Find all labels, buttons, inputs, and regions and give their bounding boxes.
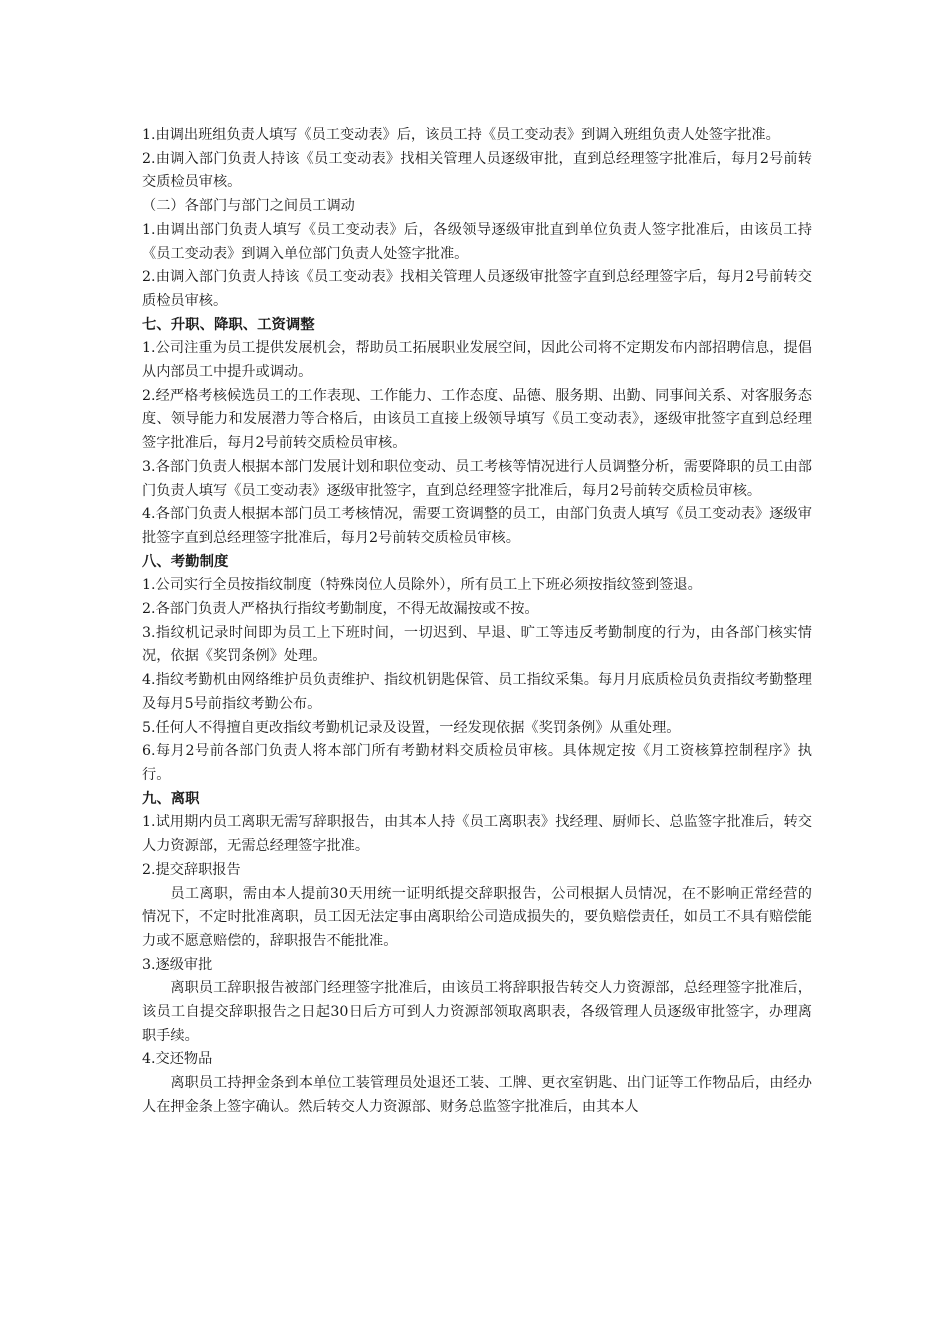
paragraph: 员工离职，需由本人提前30天用统一证明纸提交辞职报告，公司根据人员情况，在不影响正常经营的情况下，不定时批准离职，员工因无法定事由离职给公司造成损失的，要负赔偿责任，如员工不具有赔偿能力或不愿意赔偿的，辞职报告不能批准。 bbox=[142, 885, 812, 949]
paragraph: 1.试用期内员工离职无需写辞职报告，由其本人持《员工离职表》找经理、厨师长、总监签字批准后，转交人力资源部，无需总经理签字批准。 bbox=[142, 814, 812, 855]
document-body bbox=[142, 124, 812, 1120]
paragraph: 1.由调出部门负责人填写《员工变动表》后，各级领导逐级审批直到单位负责人签字批准后，由该员工持《员工变动表》到调入单位部门负责人处签字批准。 bbox=[142, 221, 812, 262]
paragraph: 2.经严格考核候选员工的工作表现、工作能力、工作态度、品德、服务期、出勤、同事间关系、对客服务态度、领导能力和发展潜力等合格后，由该员工直接上级领导填写《员工变动表》，逐级审批签字直到总经理签字批准后，每月2号前转交质检员审核。 bbox=[142, 387, 812, 452]
paragraph: 离职员工辞职报告被部门经理签字批准后，由该员工将辞职报告转交人力资源部，总经理签字批准后，该员工自提交辞职报告之日起30日后方可到人力资源部领取离职表，各级管理人员逐级审批签字，办理离职手续。 bbox=[142, 980, 812, 1044]
sub-heading: （二）各部门与部门之间员工调动 bbox=[142, 198, 355, 215]
paragraph: 2.由调入部门负责人持该《员工变动表》找相关管理人员逐级审批签字直到总经理签字后，每月2号前转交质检员审核。 bbox=[142, 269, 812, 309]
paragraph: 2.各部门负责人严格执行指纹考勤制度，不得无故漏按或不按。 bbox=[142, 601, 539, 618]
paragraph: 2.由调入部门负责人持该《员工变动表》找相关管理人员逐级审批，直到总经理签字批准后，每月2号前转交质检员审核。 bbox=[142, 150, 812, 191]
section-heading: 八、考勤制度 bbox=[142, 553, 229, 570]
sub-heading: 2.提交辞职报告 bbox=[142, 861, 241, 878]
paragraph: 1.公司注重为员工提供发展机会，帮助员工拓展职业发展空间，因此公司将不定期发布内部招聘信息，提倡从内部员工中提升或调动。 bbox=[142, 340, 812, 381]
paragraph: 6.每月2号前各部门负责人将本部门所有考勤材料交质检员审核。具体规定按《月工资核算控制程序》执行。 bbox=[142, 743, 812, 783]
sub-heading: 4.交还物品 bbox=[142, 1051, 213, 1068]
paragraph: 3.指纹机记录时间即为员工上下班时间，一切迟到、早退、旷工等违反考勤制度的行为，由各部门核实情况，依据《奖罚条例》处理。 bbox=[142, 624, 812, 665]
paragraph: 3.各部门负责人根据本部门发展计划和职位变动、员工考核等情况进行人员调整分析，需要降职的员工由部门负责人填写《员工变动表》逐级审批签字，直到总经理签字批准后，每月2号前转交质检员审核。 bbox=[142, 458, 812, 499]
paragraph: 离职员工持押金条到本单位工装管理员处退还工装、工牌、更衣室钥匙、出门证等工作物品后，由经办人在押金条上签字确认。然后转交人力资源部、财务总监签字批准后，由其本人 bbox=[142, 1075, 812, 1115]
section-heading: 七、升职、降职、工资调整 bbox=[142, 316, 315, 333]
sub-heading: 3.逐级审批 bbox=[142, 956, 213, 973]
paragraph: 5.任何人不得擅自更改指纹考勤机记录及设置，一经发现依据《奖罚条例》从重处理。 bbox=[142, 719, 681, 736]
paragraph: 4.各部门负责人根据本部门员工考核情况，需要工资调整的员工，由部门负责人填写《员工变动表》逐级审批签字直到总经理签字批准后，每月2号前转交质检员审核。 bbox=[142, 506, 812, 546]
paragraph: 1.由调出班组负责人填写《员工变动表》后，该员工持《员工变动表》到调入班组负责人处签字批准。 bbox=[142, 127, 780, 143]
section-heading: 九、离职 bbox=[142, 790, 200, 807]
paragraph: 1.公司实行全员按指纹制度（特殊岗位人员除外），所有员工上下班必须按指纹签到签退。 bbox=[142, 577, 702, 594]
paragraph: 4.指纹考勤机由网络维护员负责维护、指纹机钥匙保管、员工指纹采集。每月月底质检员负责指纹考勤整理及每月5号前指纹考勤公布。 bbox=[142, 672, 812, 712]
